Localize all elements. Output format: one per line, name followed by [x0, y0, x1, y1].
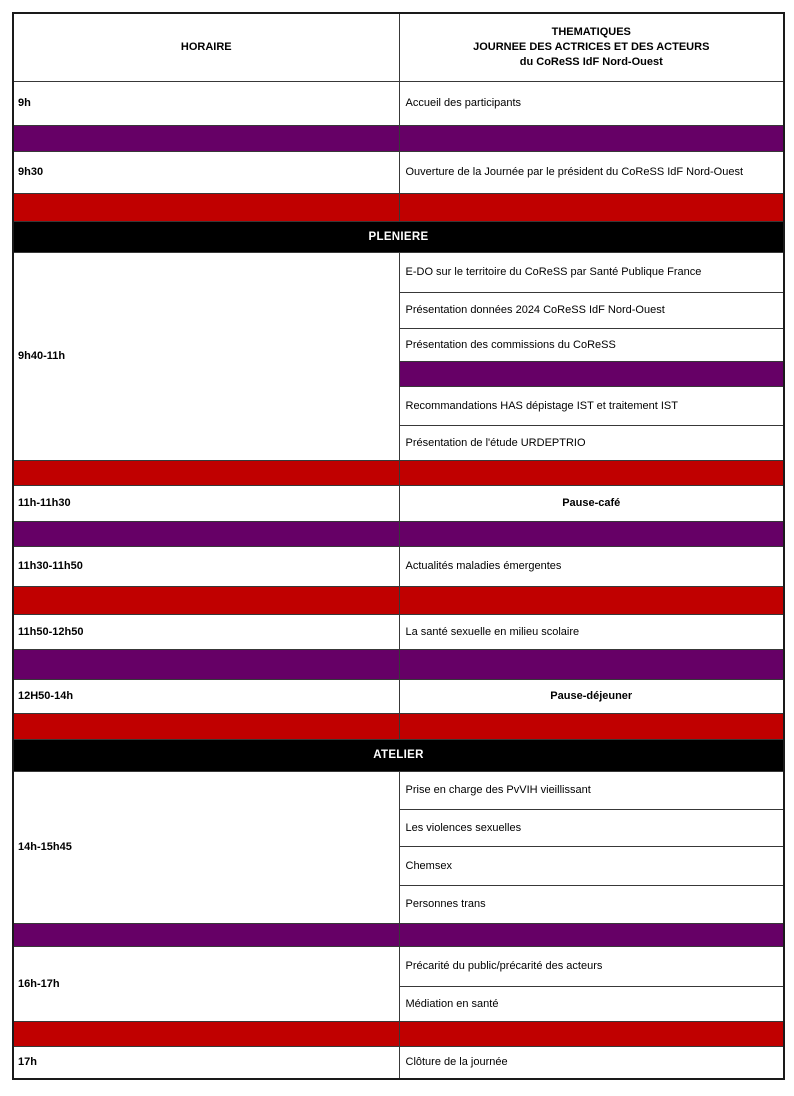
- topic-sante-scolaire: La santé sexuelle en milieu scolaire: [399, 614, 784, 649]
- purple-separator: [13, 649, 399, 679]
- red-separator: [13, 1021, 399, 1046]
- topic-pvvih: Prise en charge des PvVIH vieillissant: [399, 771, 784, 809]
- topic-urdeptrio: Présentation de l'étude URDEPTRIO: [399, 425, 784, 460]
- red-separator: [399, 1021, 784, 1046]
- topic-cloture: Clôture de la journée: [399, 1046, 784, 1079]
- red-separator: [13, 460, 399, 485]
- purple-separator: [399, 923, 784, 946]
- topic-accueil: Accueil des participants: [399, 81, 784, 125]
- purple-separator: [399, 521, 784, 546]
- purple-separator: [399, 361, 784, 386]
- topic-violences-sexuelles: Les violences sexuelles: [399, 809, 784, 846]
- red-separator: [399, 713, 784, 739]
- topic-edo: E-DO sur le territoire du CoReSS par Santé Publique France: [399, 252, 784, 292]
- schedule-document: [12, 12, 785, 1080]
- topic-mediation-sante: Médiation en santé: [399, 986, 784, 1021]
- time-atelier-block: 14h-15h45: [13, 771, 399, 923]
- red-separator: [13, 713, 399, 739]
- section-atelier: ATELIER: [13, 739, 784, 771]
- time-ouverture: 9h30: [13, 151, 399, 193]
- topic-recommandations-has: Recommandations HAS dépistage IST et traitement IST: [399, 386, 784, 425]
- purple-separator: [13, 521, 399, 546]
- time-pause-cafe: 11h-11h30: [13, 485, 399, 521]
- topic-personnes-trans: Personnes trans: [399, 885, 784, 923]
- topic-precarite: Précarité du public/précarité des acteurs: [399, 946, 784, 986]
- header-thematiques-line3: du CoReSS IdF Nord-Ouest: [519, 55, 663, 68]
- time-actualites: 11h30-11h50: [13, 546, 399, 586]
- red-separator: [399, 193, 784, 221]
- time-cloture: 17h: [13, 1046, 399, 1079]
- header-thematiques-line1: THEMATIQUES: [551, 25, 631, 38]
- time-pleniere-block: 9h40-11h: [13, 252, 399, 460]
- time-accueil: 9h: [13, 81, 399, 125]
- red-separator: [399, 586, 784, 614]
- topic-donnees-2024: Présentation données 2024 CoReSS IdF Nord-Ouest: [399, 292, 784, 328]
- purple-separator: [399, 649, 784, 679]
- topic-ouverture: Ouverture de la Journée par le président du CoReSS IdF Nord-Ouest: [399, 151, 784, 193]
- header-thematiques: [399, 13, 784, 81]
- topic-pause-dejeuner: Pause-déjeuner: [399, 679, 784, 713]
- topic-pause-cafe: Pause-café: [399, 485, 784, 521]
- header-horaire: HORAIRE: [13, 13, 399, 81]
- schedule-table: [12, 12, 785, 1080]
- time-fin-apres-midi: 16h-17h: [13, 946, 399, 1021]
- purple-separator: [13, 923, 399, 946]
- section-pleniere: PLENIERE: [13, 221, 784, 252]
- topic-commissions: Présentation des commissions du CoReSS: [399, 328, 784, 361]
- red-separator: [399, 460, 784, 485]
- purple-separator: [399, 125, 784, 151]
- red-separator: [13, 193, 399, 221]
- time-sante-scolaire: 11h50-12h50: [13, 614, 399, 649]
- topic-chemsex: Chemsex: [399, 846, 784, 885]
- red-separator: [13, 586, 399, 614]
- topic-actualites: Actualités maladies émergentes: [399, 546, 784, 586]
- header-thematiques-line2: JOURNEE DES ACTRICES ET DES ACTEURS: [473, 40, 710, 53]
- purple-separator: [13, 125, 399, 151]
- time-pause-dejeuner: 12H50-14h: [13, 679, 399, 713]
